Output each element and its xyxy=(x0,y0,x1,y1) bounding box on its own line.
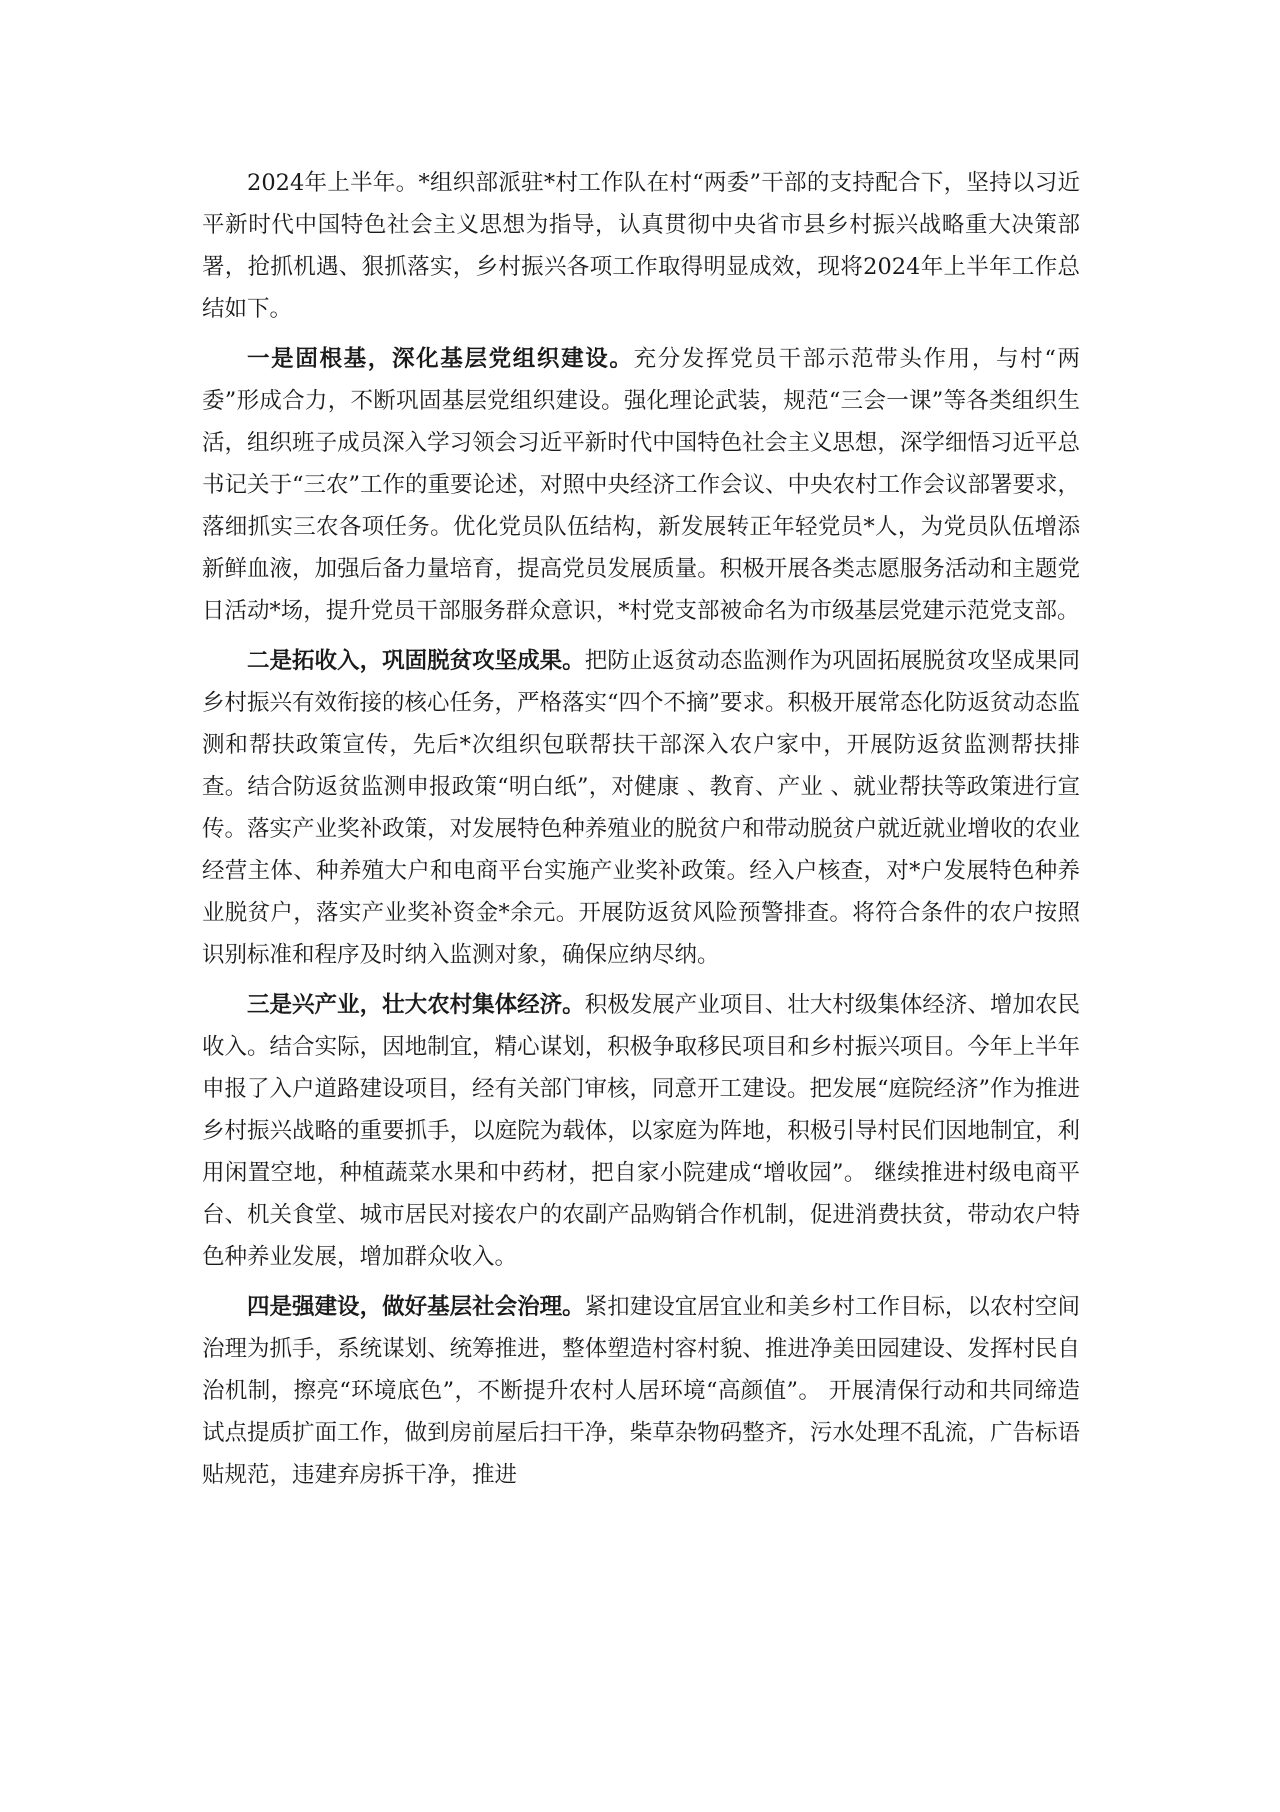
paragraph-poverty-alleviation xyxy=(202,640,1080,976)
paragraph-text: 紧扣建设宜居宜业和美乡村工作目标，以农村空间治理为抓手，系统谋划、统筹推进，整体塑造村容村貌、推进净美田园建设、发挥村民自治机制，擦亮“环境底色”，不断提升农村人居环境“高颜值”。 开展清保行动和共同缔造试点提质扩面工作，做到房前屋后扫干净，柴草杂物码整齐，污水处理不乱流，广告标语贴规范，违建弃房拆干净，推进 xyxy=(202,1294,1080,1488)
paragraph-governance xyxy=(202,1286,1080,1496)
paragraph-lead: 三是兴产业，壮大农村集体经济。 xyxy=(247,992,585,1018)
paragraph-text: 把防止返贫动态监测作为巩固拓展脱贫攻坚成果同乡村振兴有效衔接的核心任务，严格落实“四个不摘”要求。积极开展常态化防返贫动态监测和帮扶政策宣传，先后*次组织包联帮扶干部深入农户家中，开展防返贫监测帮扶排查。结合防返贫监测申报政策“明白纸”，对健康 、教育、产业 、就业帮扶等政策进行宣传。落实产业奖补政策，对发展特色种养殖业的脱贫户和带动脱贫户就近就业增收的农业经营主体、种养殖大户和电商平台实施产业奖补政策。经入户核查，对*户发展特色种养业脱贫户，落实产业奖补资金*余元。开展防返贫风险预警排查。将符合条件的农户按照识别标准和程序及时纳入监测对象，确保应纳尽纳。 xyxy=(202,648,1081,968)
paragraph-intro xyxy=(202,162,1080,330)
paragraph-lead: 四是强建设，做好基层社会治理。 xyxy=(247,1294,585,1320)
paragraph-text: 充分发挥党员干部示范带头作用，与村“两委”形成合力，不断巩固基层党组织建设。强化理论武装，规范“三会一课”等各类组织生活，组织班子成员深入学习领会习近平新时代中国特色社会主义思想，深学细悟习近平总书记关于“三农”工作的重要论述，对照中央经济工作会议、中央农村工作会议部署要求，落细抓实三农各项任务。优化党员队伍结构，新发展转正年轻党员*人，为党员队伍增添新鲜血液，加强后备力量培育，提高党员发展质量。积极开展各类志愿服务活动和主题党日活动*场，提升党员干部服务群众意识，*村党支部被命名为市级基层党建示范党支部。 xyxy=(202,346,1081,624)
paragraph-text: 2024年上半年。*组织部派驻*村工作队在村“两委”干部的支持配合下，坚持以习近平新时代中国特色社会主义思想为指导，认真贯彻中央省市县乡村振兴战略重大决策部署，抢抓机遇、狠抓落实，乡村振兴各项工作取得明显成效，现将2024年上半年工作总结如下。 xyxy=(202,170,1080,322)
paragraph-text: 积极发展产业项目、壮大村级集体经济、增加农民收入。结合实际，因地制宜，精心谋划，积极争取移民项目和乡村振兴项目。今年上半年申报了入户道路建设项目，经有关部门审核，同意开工建设。把发展“庭院经济”作为推进乡村振兴战略的重要抓手，以庭院为载体，以家庭为阵地，积极引导村民们因地制宜，利用闲置空地，种植蔬菜水果和中药材，把自家小院建成“增收园”。 继续推进村级电商平台、机关食堂、城市居民对接农户的农副产品购销合作机制，促进消费扶贫，带动农户特色种养业发展，增加群众收入。 xyxy=(202,992,1081,1270)
paragraph-lead: 一是固根基，深化基层党组织建设。 xyxy=(247,346,634,372)
paragraph-lead: 二是拓收入，巩固脱贫攻坚成果。 xyxy=(247,648,585,674)
document-body xyxy=(202,162,1080,1504)
paragraph-party-building xyxy=(202,338,1080,632)
paragraph-industry xyxy=(202,984,1080,1278)
